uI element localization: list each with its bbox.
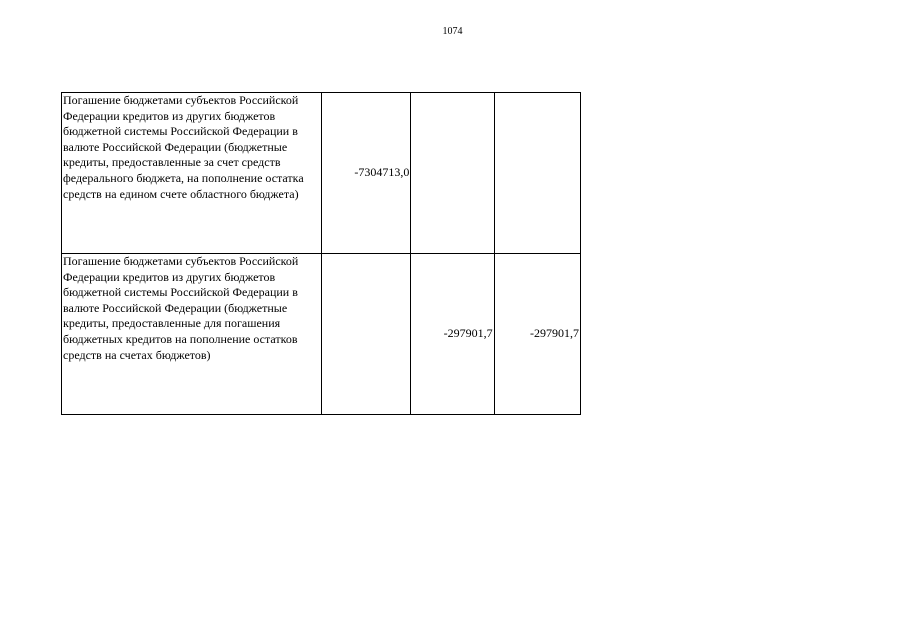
table-row [62,254,581,415]
row-description: Погашение бюджетами субъектов Российской Федерации кредитов из других бюджетов бюджетной системы Российской Федерации в валюте Российской Федерации (бюджетные кредиты, предоставленные для погашения бюджетных кредитов на пополнение остатков средств на счетах бюджетов) [62,254,322,415]
table-row [62,93,581,254]
page-number: 1074 [442,26,463,37]
value-cell: -297901,7 [411,254,494,415]
value-cell: -7304713,0 [322,93,411,254]
value-cell [411,93,494,254]
value-cell [494,93,580,254]
value-cell: -297901,7 [494,254,580,415]
value-cell [322,254,411,415]
row-description: Погашение бюджетами субъектов Российской Федерации кредитов из других бюджетов бюджетной системы Российской Федерации в валюте Российской Федерации (бюджетные кредиты, предоставленные за счет средств федерального бюджета, на пополнение остатка средств на едином счете областного бюджета) [62,93,322,254]
budget-table [61,92,581,415]
